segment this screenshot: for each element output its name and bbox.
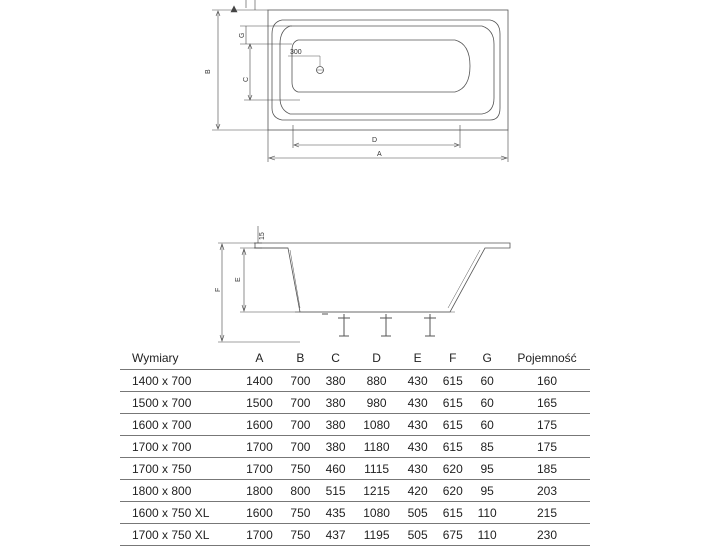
table-cell: 1600 x 700 (120, 414, 236, 436)
dim-label-e: E (235, 277, 242, 282)
table-row (120, 502, 590, 524)
table-cell: 1700 x 750 XL (120, 524, 236, 546)
table-cell: 1700 (236, 458, 283, 480)
support-feet (322, 314, 436, 336)
table-cell: 750 (283, 458, 318, 480)
table-cell: 203 (504, 480, 590, 502)
table-cell: 615 (435, 370, 470, 392)
bathtub-outer-rim (268, 10, 508, 130)
table-cell: 615 (435, 436, 470, 458)
table-cell: 160 (504, 370, 590, 392)
table-cell: 800 (283, 480, 318, 502)
table-cell: 110 (470, 524, 504, 546)
table-row (120, 524, 590, 546)
header-c: C (318, 347, 353, 370)
table-cell: 460 (318, 458, 353, 480)
header-e: E (400, 347, 435, 370)
table-cell: 1500 (236, 392, 283, 414)
dim-label-rim: 15 (259, 232, 266, 240)
table-cell: 430 (400, 436, 435, 458)
table-cell: 430 (400, 458, 435, 480)
bathtub-inner-outline (272, 20, 500, 120)
table-cell: 1080 (353, 502, 400, 524)
table-cell: 175 (504, 414, 590, 436)
header-g: G (470, 347, 504, 370)
table-row (120, 392, 590, 414)
table-cell: 515 (318, 480, 353, 502)
table-cell: 1215 (353, 480, 400, 502)
table-cell: 700 (283, 414, 318, 436)
table-cell: 1600 (236, 502, 283, 524)
table-cell: 1700 (236, 436, 283, 458)
table-cell: 430 (400, 414, 435, 436)
table-row (120, 414, 590, 436)
table-cell: 60 (470, 414, 504, 436)
table-cell: 620 (435, 480, 470, 502)
bathtub-inner-basin (280, 26, 494, 114)
table-cell: 615 (435, 392, 470, 414)
table-cell: 420 (400, 480, 435, 502)
table-cell: 215 (504, 502, 590, 524)
bathtub-floor (292, 40, 470, 92)
table-cell: 95 (470, 480, 504, 502)
table-cell: 165 (504, 392, 590, 414)
top-view-labels (205, 33, 382, 158)
top-view-dimensions (212, 0, 508, 162)
table-cell: 380 (318, 370, 353, 392)
table-cell: 380 (318, 436, 353, 458)
table-cell: 700 (283, 436, 318, 458)
header-pojemnosc: Pojemność (504, 347, 590, 370)
table-cell: 1700 (236, 524, 283, 546)
table-cell: 230 (504, 524, 590, 546)
table-cell: 380 (318, 392, 353, 414)
dim-label-drain: 300 (290, 49, 302, 56)
table-cell: 505 (400, 524, 435, 546)
table-cell: 1600 x 750 XL (120, 502, 236, 524)
table-row (120, 480, 590, 502)
table-header-row (120, 347, 590, 370)
table-row (120, 458, 590, 480)
header-a: A (236, 347, 283, 370)
table-body (120, 370, 590, 546)
header-d: D (353, 347, 400, 370)
header-wymiary: Wymiary (120, 347, 236, 370)
dim-label-d: D (372, 137, 378, 144)
dim-label-c: C (243, 76, 250, 82)
table-cell: 1180 (353, 436, 400, 458)
table-cell: 1600 (236, 414, 283, 436)
table-cell: 1700 x 700 (120, 436, 236, 458)
table-cell: 185 (504, 458, 590, 480)
table-cell: 1400 (236, 370, 283, 392)
table-cell: 85 (470, 436, 504, 458)
table-cell: 1700 x 750 (120, 458, 236, 480)
table-cell: 700 (283, 370, 318, 392)
table-cell: 95 (470, 458, 504, 480)
table-cell: 1195 (353, 524, 400, 546)
table-cell: 437 (318, 524, 353, 546)
table-cell: 380 (318, 414, 353, 436)
table-cell: 1800 (236, 480, 283, 502)
table-cell: 750 (283, 524, 318, 546)
dim-label-a: A (377, 151, 382, 158)
table-row (120, 370, 590, 392)
table-cell: 60 (470, 392, 504, 414)
table-cell: 750 (283, 502, 318, 524)
table-cell: 1080 (353, 414, 400, 436)
dimensions-table (120, 347, 590, 546)
dim-label-f: F (215, 287, 222, 292)
table-cell: 435 (318, 502, 353, 524)
table-cell: 505 (400, 502, 435, 524)
table-cell: 1400 x 700 (120, 370, 236, 392)
table-cell: 1115 (353, 458, 400, 480)
dim-label-b: B (205, 69, 212, 74)
table-cell: 880 (353, 370, 400, 392)
table-cell: 1500 x 700 (120, 392, 236, 414)
table-cell: 430 (400, 392, 435, 414)
table-cell: 620 (435, 458, 470, 480)
table-cell: 700 (283, 392, 318, 414)
header-b: B (283, 347, 318, 370)
table-cell: 615 (435, 414, 470, 436)
table-cell: 675 (435, 524, 470, 546)
table-cell: 60 (470, 370, 504, 392)
table-cell: 430 (400, 370, 435, 392)
table-cell: 980 (353, 392, 400, 414)
side-view-labels (215, 232, 266, 292)
dim-label-g: G (239, 32, 246, 38)
table-cell: 615 (435, 502, 470, 524)
side-view (255, 243, 510, 336)
top-view (268, 10, 508, 130)
table-cell: 175 (504, 436, 590, 458)
table-row (120, 436, 590, 458)
table-cell: 1800 x 800 (120, 480, 236, 502)
bathtub-side-profile (255, 243, 510, 312)
table-cell: 110 (470, 502, 504, 524)
header-f: F (435, 347, 470, 370)
